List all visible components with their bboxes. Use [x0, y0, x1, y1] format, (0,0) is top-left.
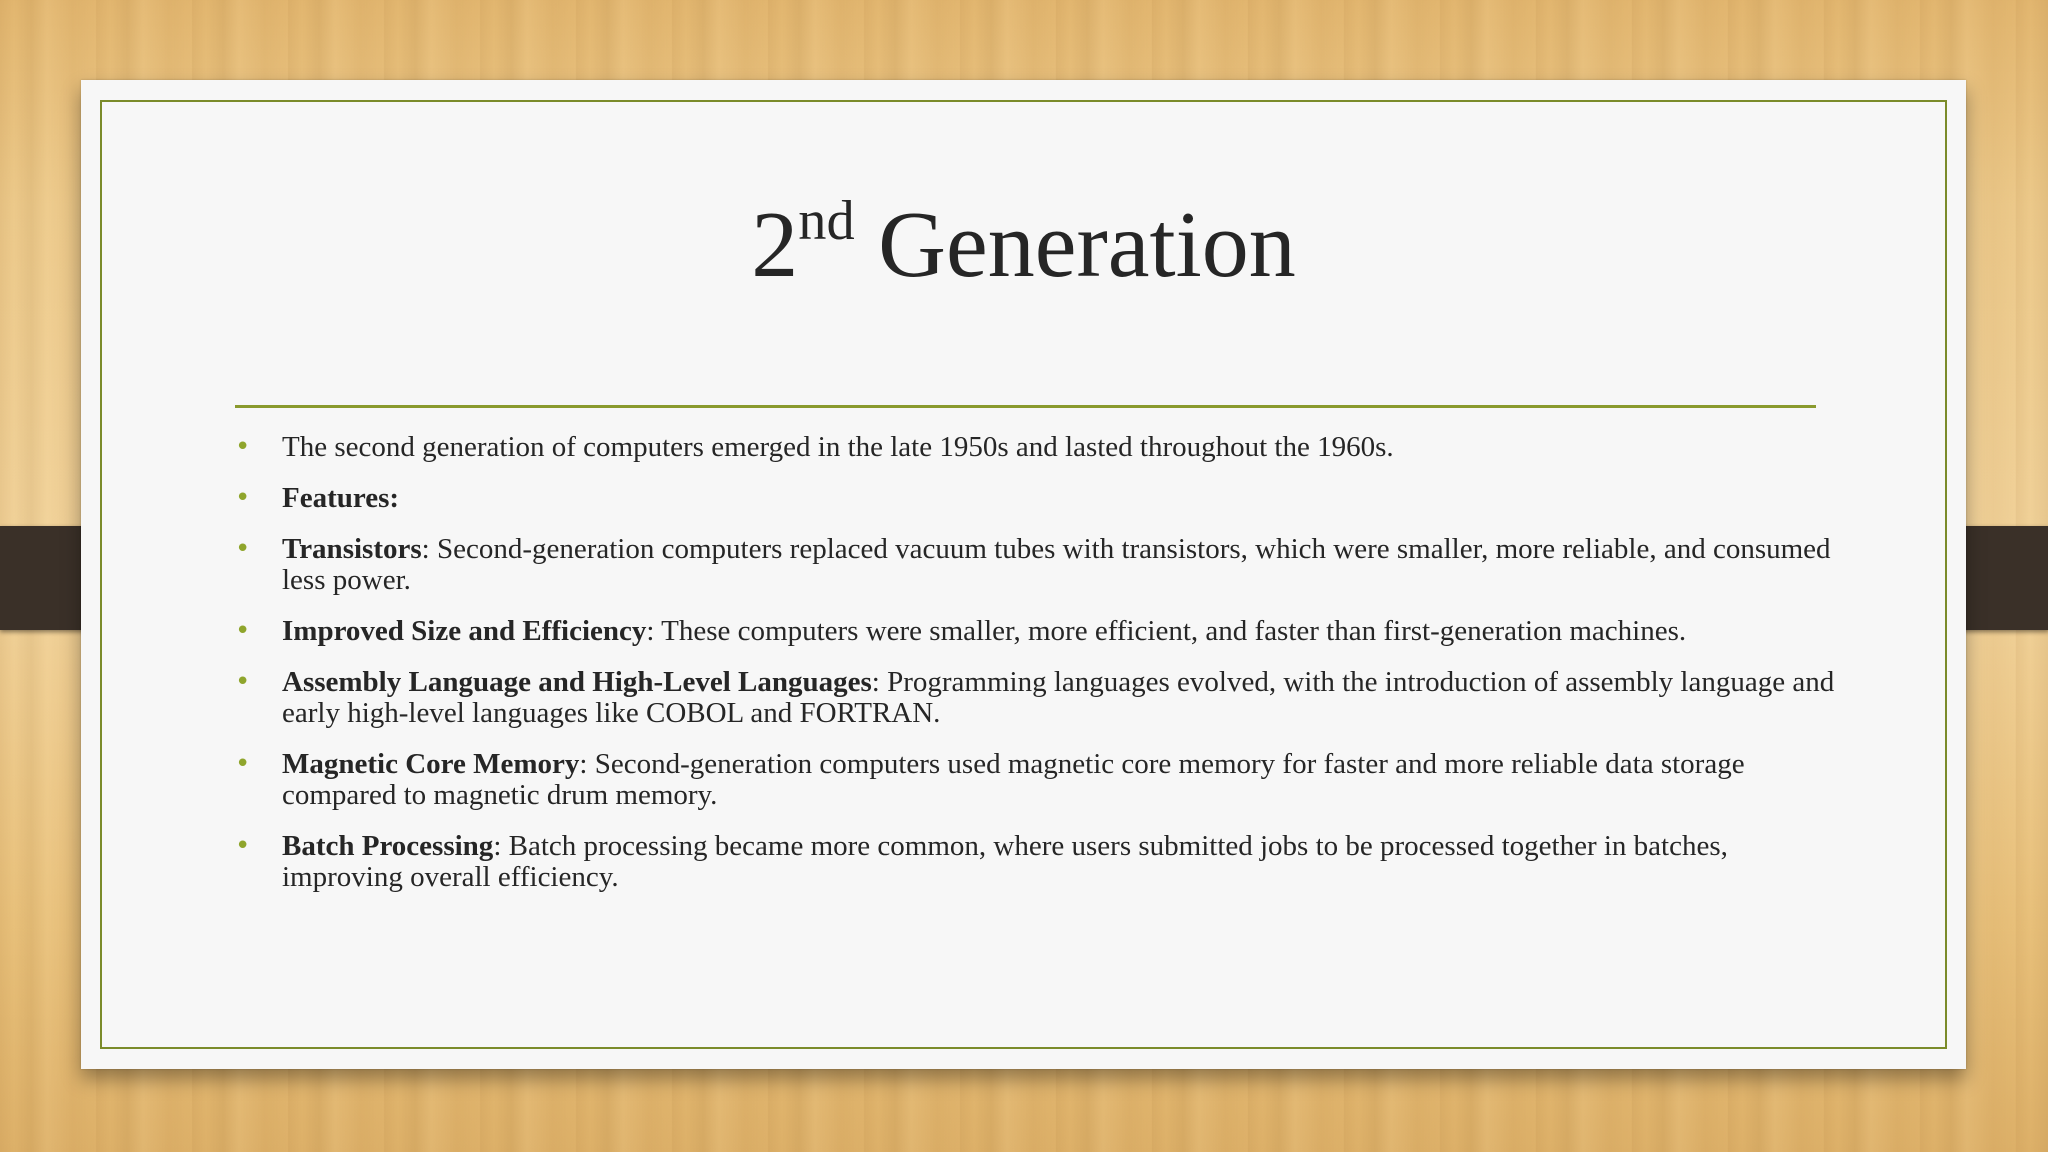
title-divider	[235, 405, 1816, 408]
bullet-text: These computers were smaller, more efficient, and faster than first-generation machines.	[654, 615, 1687, 647]
bullet-text: Programming languages evolved, with the introduction of assembly language and early high-level languages like COBOL and FORTRAN.	[282, 666, 1835, 729]
bullet-term: Transistors	[282, 533, 422, 565]
bullet-icon: •	[235, 616, 251, 646]
bullet-separator: :	[871, 666, 880, 698]
bullet-separator: :	[421, 533, 430, 565]
slide-title	[81, 190, 1966, 297]
bullet-item	[235, 483, 1835, 514]
bullet-item	[235, 534, 1835, 596]
bullet-item	[235, 667, 1835, 729]
bullet-item	[235, 432, 1835, 463]
bullet-text: Batch processing became more common, where users submitted jobs to be processed together in batches, improving overall efficiency.	[282, 830, 1728, 893]
bullet-text: The second generation of computers emerged in the late 1950s and lasted throughout the 1960s.	[282, 431, 1394, 463]
title-number: 2	[751, 193, 799, 297]
bullet-text: Second-generation computers used magnetic core memory for faster and more reliable data storage compared to magnetic drum memory.	[282, 748, 1745, 811]
title-word: Generation	[878, 193, 1296, 297]
bullet-text: Second-generation computers replaced vacuum tubes with transistors, which were smaller, more reliable, and consumed less power.	[282, 533, 1831, 596]
bullet-list	[235, 432, 1835, 913]
bullet-term: Magnetic Core Memory	[282, 748, 580, 780]
bullet-item	[235, 749, 1835, 811]
bullet-icon: •	[235, 831, 251, 861]
title-suffix: nd	[798, 190, 855, 253]
bullet-separator: :	[646, 615, 655, 647]
slide	[81, 80, 1966, 1069]
bullet-term: Assembly Language and High-Level Languages	[282, 666, 872, 698]
bullet-icon: •	[235, 667, 251, 697]
bullet-icon: •	[235, 483, 251, 513]
bullet-item	[235, 616, 1835, 647]
bullet-term: Improved Size and Efficiency	[282, 615, 647, 647]
bullet-term: Batch Processing	[282, 830, 494, 862]
bullet-term: Features:	[282, 482, 400, 514]
bullet-separator: :	[493, 830, 502, 862]
bullet-separator: :	[579, 748, 588, 780]
bullet-icon: •	[235, 749, 251, 779]
bullet-icon: •	[235, 534, 251, 564]
bullet-item	[235, 831, 1835, 893]
bullet-icon: •	[235, 432, 251, 462]
